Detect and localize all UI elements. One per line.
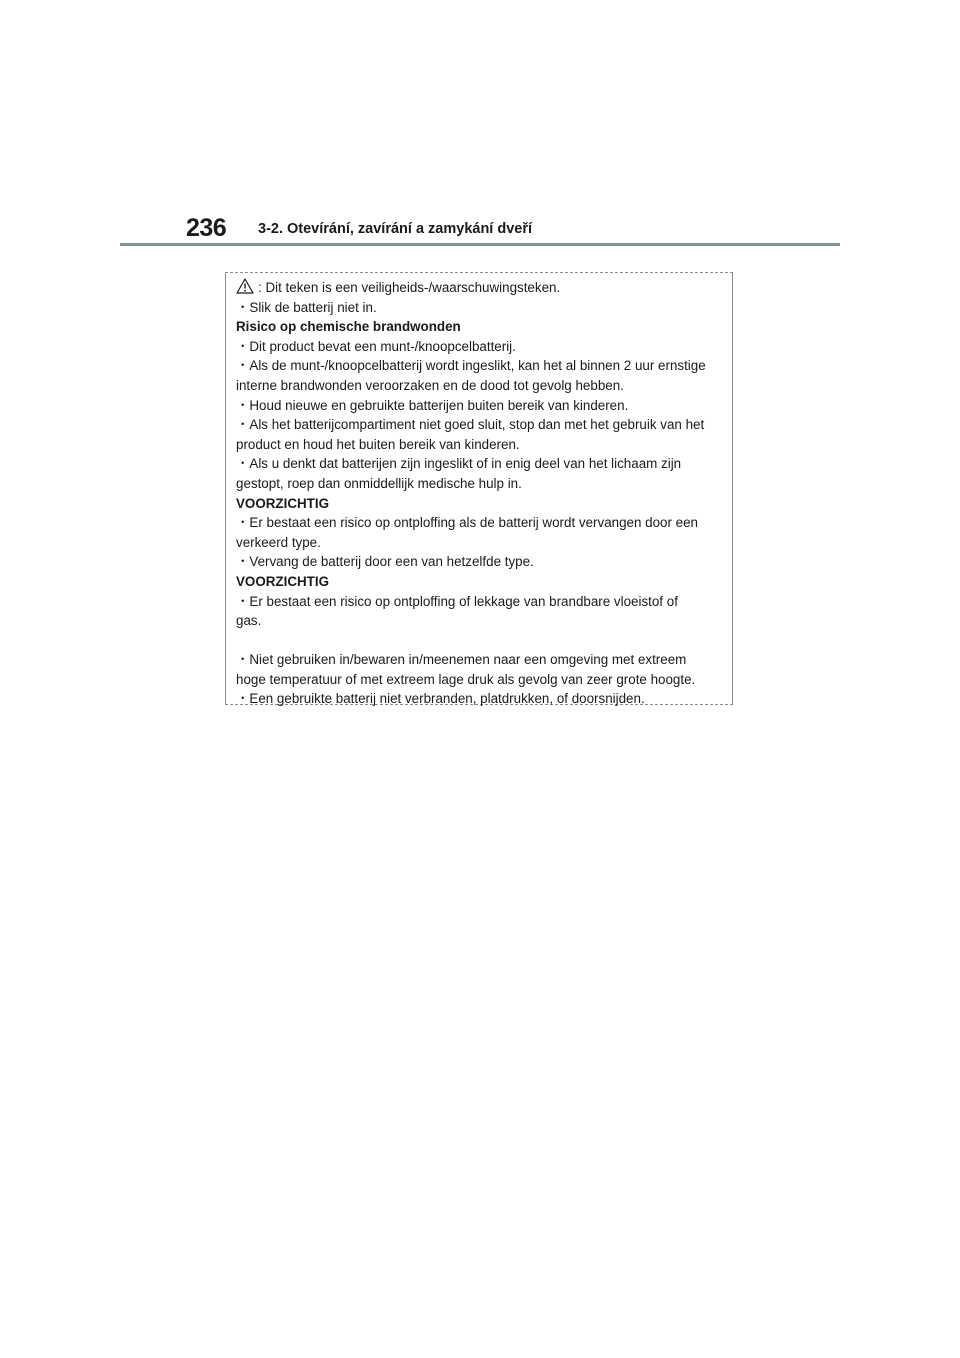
warning-sign-text: : Dit teken is een veiligheids-/waarschuwingsteken. <box>258 280 561 295</box>
notice-line: verkeerd type. <box>236 534 321 550</box>
notice-line: hoge temperatuur of met extreem lage druk als gevolg van zeer grote hoogte. <box>236 671 696 687</box>
notice-line: interne brandwonden veroorzaken en de dood tot gevolg hebben. <box>236 377 624 393</box>
page-number: 236 <box>186 214 227 242</box>
header-divider <box>120 243 840 246</box>
warning-triangle-icon <box>236 278 254 294</box>
notice-line: ・Een gebruikte batterij niet verbranden, platdrukken, of doorsnijden. <box>236 691 645 707</box>
section-title: 3-2. Otevírání, zavírání a zamykání dveří <box>258 221 533 237</box>
notice-line: ・Als de munt-/knoopcelbatterij wordt ingeslikt, kan het al binnen 2 uur ernstige <box>236 358 706 374</box>
notice-heading: VOORZICHTIG <box>236 573 329 589</box>
notice-line: gas. <box>236 613 262 629</box>
notice-line: product en houd het buiten bereik van kinderen. <box>236 436 520 452</box>
notice-line: ・Als u denkt dat batterijen zijn ingeslikt of in enig deel van het lichaam zijn <box>236 456 682 472</box>
notice-line: ・Er bestaat een risico op ontploffing of lekkage van brandbare vloeistof of <box>236 593 678 609</box>
notice-spacer <box>236 631 732 651</box>
notice-line: ・Er bestaat een risico op ontploffing als de batterij wordt vervangen door een <box>236 515 699 531</box>
notice-line: ・Dit product bevat een munt-/knoopcelbatterij. <box>236 338 516 354</box>
notice-line: ・Vervang de batterij door een van hetzelfde type. <box>236 554 534 570</box>
warning-sign-definition <box>236 278 732 298</box>
notice-line: ・Houd nieuwe en gebruikte batterijen buiten bereik van kinderen. <box>236 397 629 413</box>
notice-line: gestopt, roep dan onmiddellijk medische hulp in. <box>236 475 522 491</box>
notice-line: ・Niet gebruiken in/bewaren in/meenemen naar een omgeving met extreem <box>236 652 687 668</box>
notice-heading: VOORZICHTIG <box>236 495 329 511</box>
notice-heading: Risico op chemische brandwonden <box>236 319 461 335</box>
notice-line: ・Slik de batterij niet in. <box>236 299 377 315</box>
battery-warning-box <box>225 272 733 705</box>
notice-line: ・Als het batterijcompartiment niet goed sluit, stop dan met het gebruik van het <box>236 417 705 433</box>
